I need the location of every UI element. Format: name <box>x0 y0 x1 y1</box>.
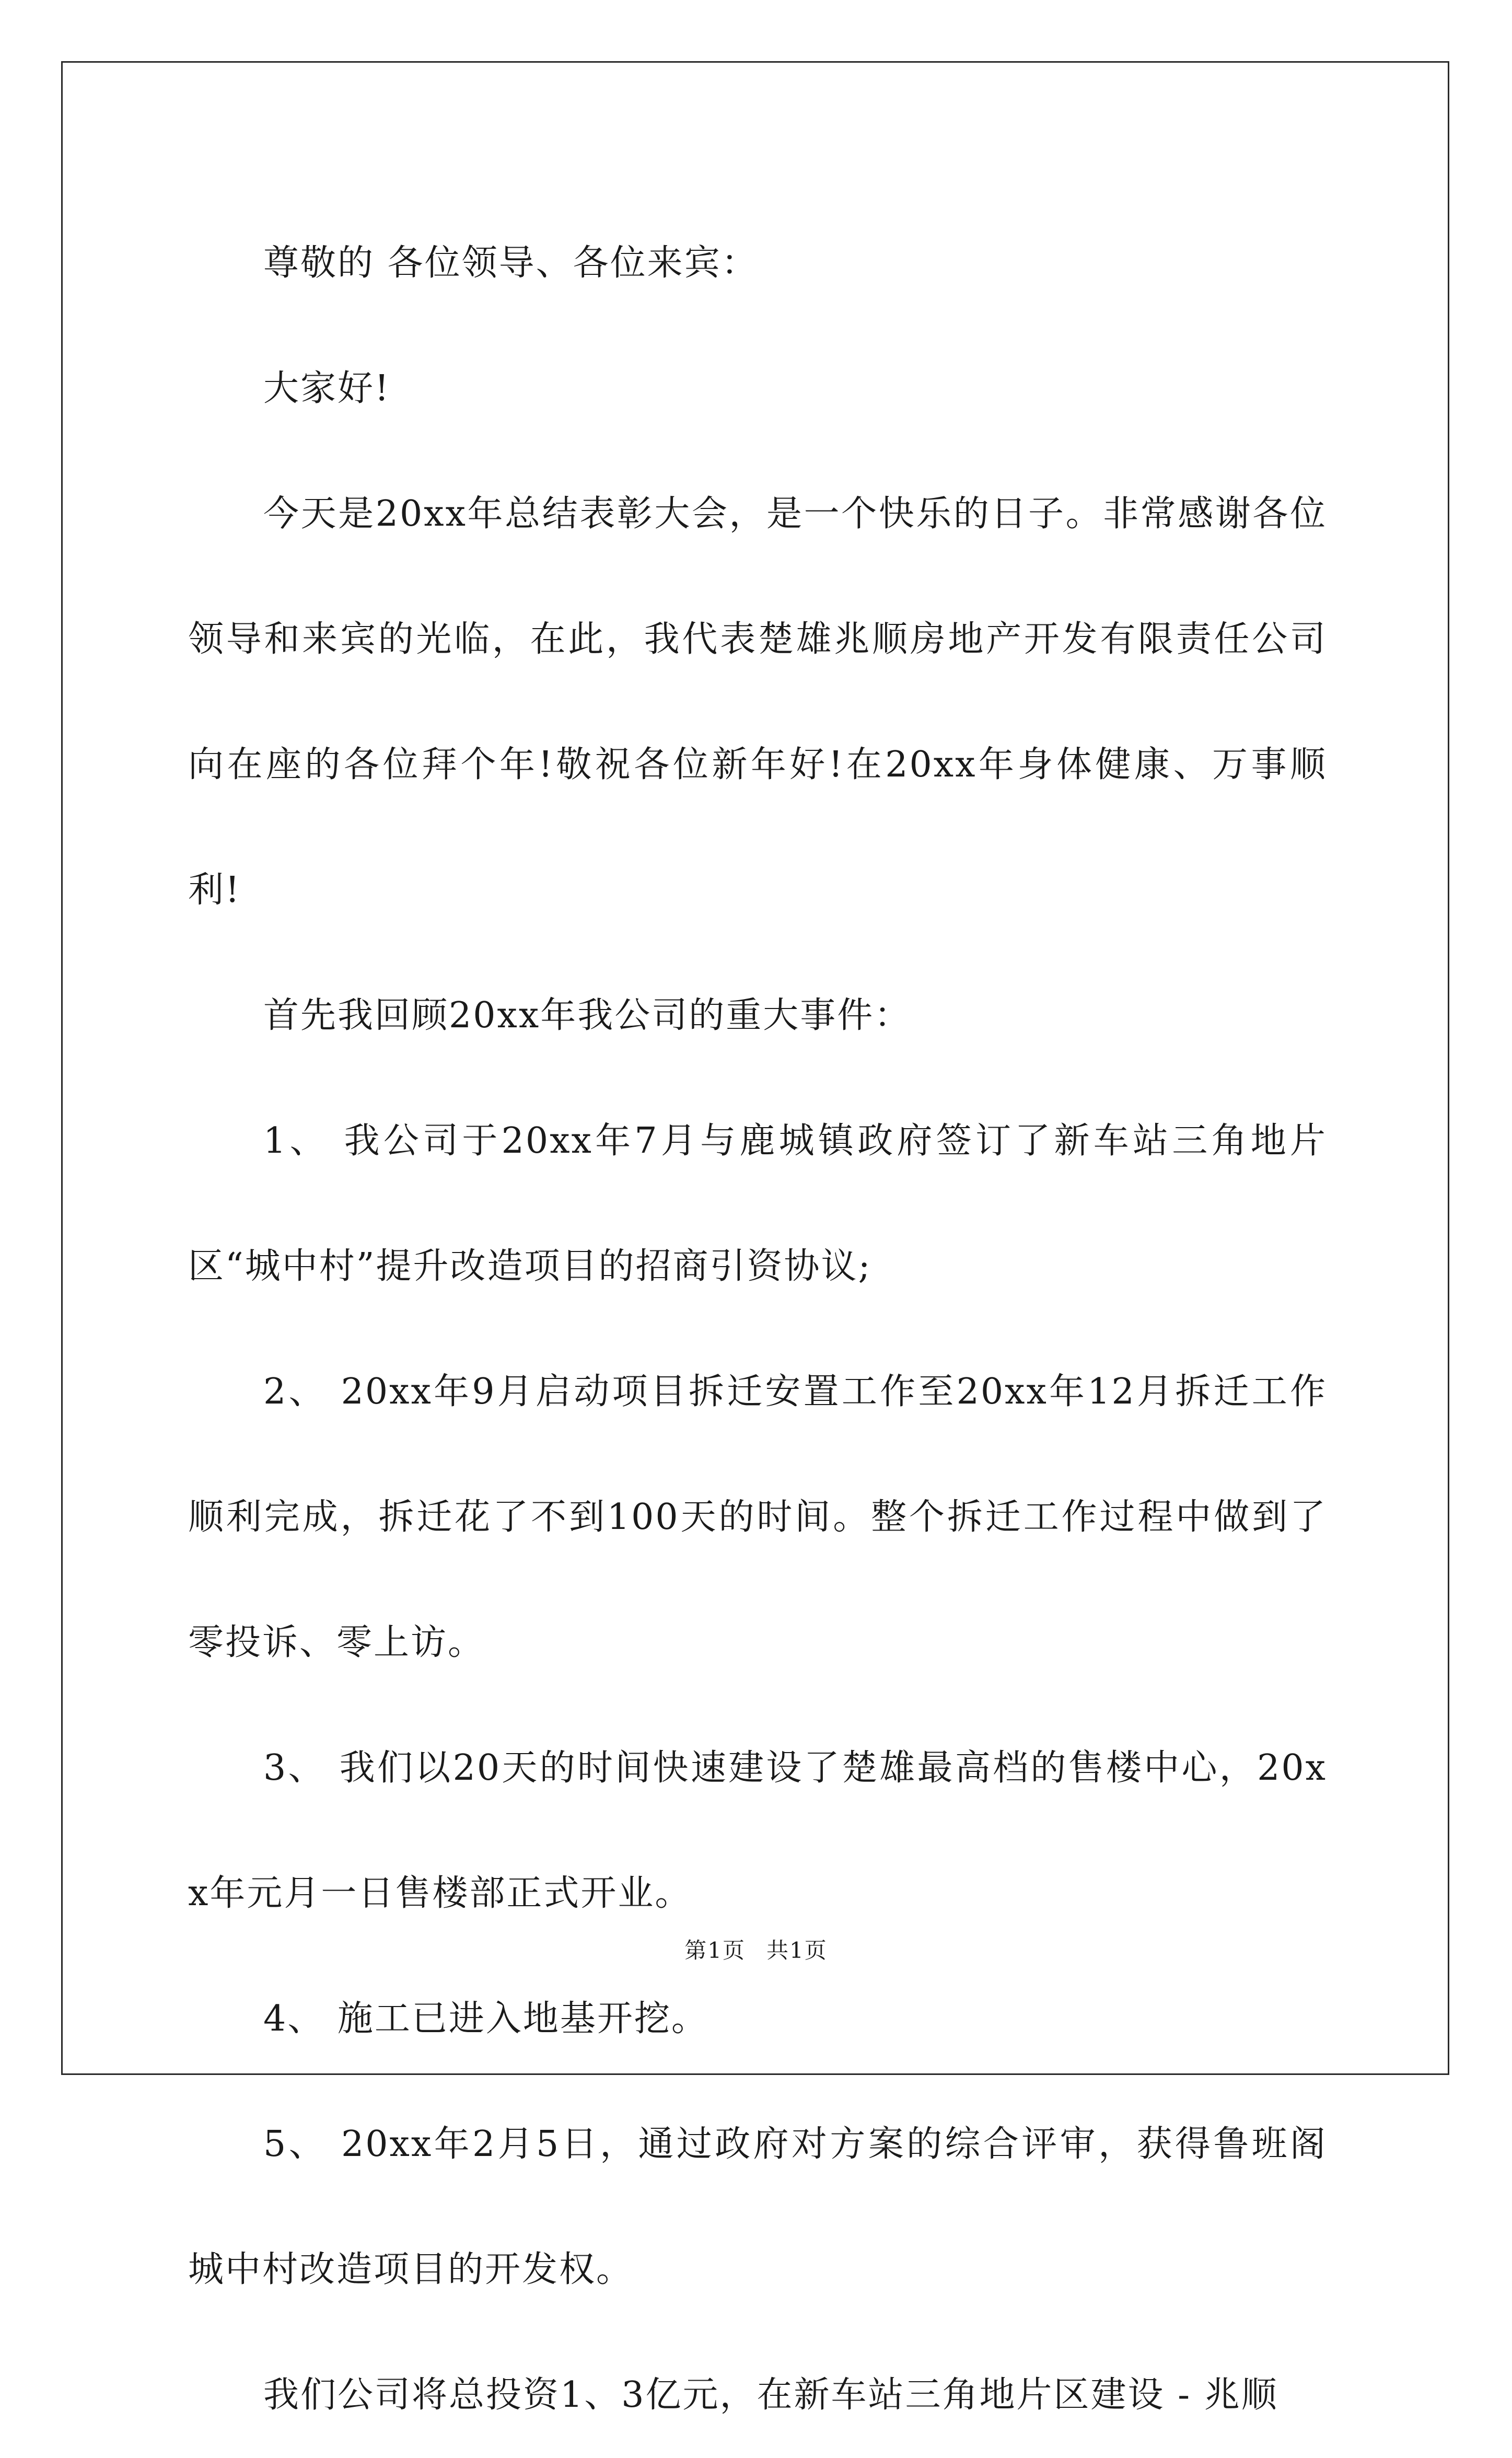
page-number-current: 第1页 <box>684 1938 746 1963</box>
event-item-2: 2、 20xx年9月启动项目拆迁安置工作至20xx年12月拆迁工作顺利完成，拆迁花了不到100天的时间。整个拆迁工作过程中做到了零投诉、零上访。 <box>188 1371 1327 1663</box>
salutation: 尊敬的 各位领导、各位来宾： <box>263 242 759 284</box>
opening-paragraph: 今天是20xx年总结表彰大会，是一个快乐的日子。非常感谢各位领导和来宾的光临，在此，我代表楚雄兆顺房地产开发有限责任公司向在座的各位拜个年!敬祝各位新年好!在20xx年身体健康、万事顺利! <box>188 493 1327 911</box>
investment-paragraph: 我们公司将总投资1、3亿元，在新车站三角地片区建设 - 兆顺 <box>263 2374 1278 2416</box>
event-item-3: 3、 我们以20天的时间快速建设了楚雄最高档的售楼中心，20xx年元月一日售楼部正式开业。 <box>188 1747 1327 1914</box>
event-item-1: 1、 我公司于20xx年7月与鹿城镇政府签订了新车站三角地片区“城中村”提升改造项目的招商引资协议; <box>188 1120 1327 1287</box>
event-item-5: 5、 20xx年2月5日，通过政府对方案的综合评审，获得鲁班阁城中村改造项目的开发权。 <box>188 2124 1327 2290</box>
greeting: 大家好! <box>263 368 391 409</box>
page-number-total: 共1页 <box>766 1938 828 1963</box>
event-item-4: 4、 施工已进入地基开挖。 <box>263 1998 708 2039</box>
page-footer <box>0 1933 1512 1965</box>
document-body <box>188 201 1327 2458</box>
events-intro: 首先我回顾20xx年我公司的重大事件： <box>263 995 912 1036</box>
